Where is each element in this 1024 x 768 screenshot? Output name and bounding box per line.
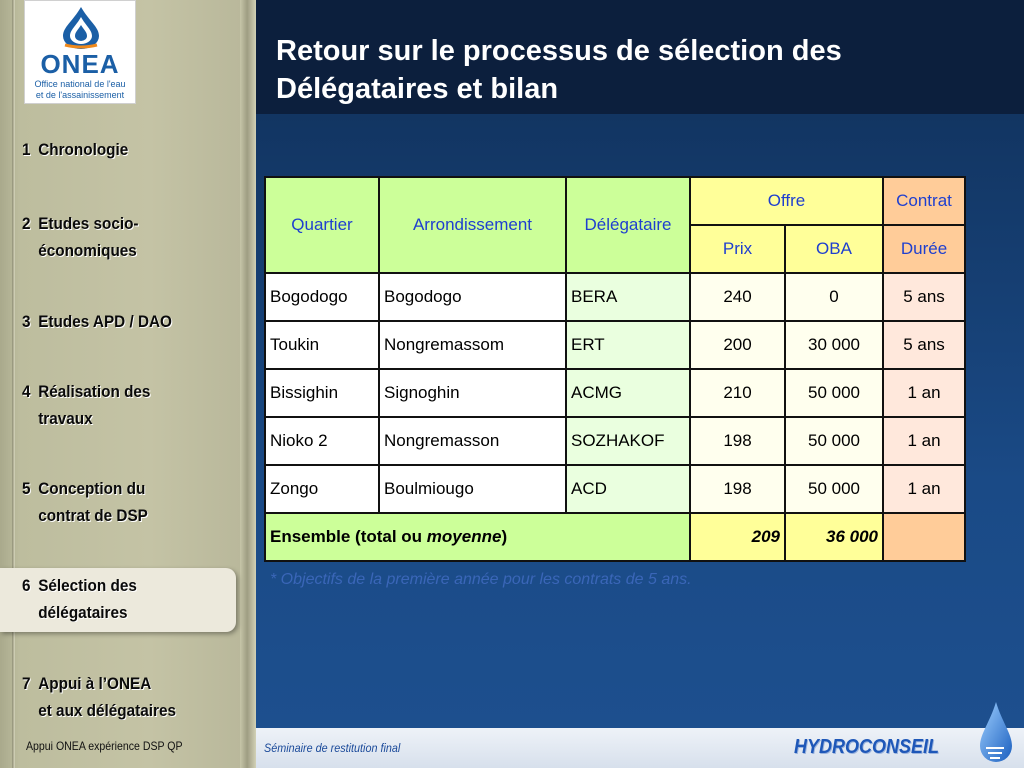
- table-row: [265, 321, 965, 369]
- hydroconseil-logo: HYDROCONSEIL: [794, 736, 940, 758]
- total-duree-empty: [883, 513, 965, 561]
- nav-item-number: 3: [22, 312, 31, 331]
- footer-seminar-text: Séminaire de restitution final: [264, 741, 401, 755]
- cell-prix: 210: [690, 369, 785, 417]
- cell-arrondissement: Bogodogo: [379, 273, 566, 321]
- logo-subtitle-2: et de l'assainissement: [35, 90, 125, 100]
- water-drop-logo-icon: [49, 5, 113, 51]
- cell-delegataire: SOZHAKOF: [566, 417, 690, 465]
- cell-duree: 1 an: [883, 369, 965, 417]
- nav-item-label-2: travaux: [38, 409, 93, 428]
- delegataires-table: [264, 176, 966, 562]
- header-delegataire: Délégataire: [566, 177, 690, 273]
- nav-item-number: 4: [22, 382, 31, 401]
- logo-subtitle-1: Office national de l'eau: [34, 79, 126, 89]
- total-label: [265, 513, 690, 561]
- nav-item-label: Chronologie: [38, 140, 129, 159]
- header-prix: Prix: [690, 225, 785, 273]
- cell-oba: 30 000: [785, 321, 883, 369]
- header-duree: Durée: [883, 225, 965, 273]
- cell-quartier: Zongo: [265, 465, 379, 513]
- cell-duree: 1 an: [883, 417, 965, 465]
- cell-duree: 5 ans: [883, 273, 965, 321]
- cell-prix: 198: [690, 465, 785, 513]
- header-contrat: Contrat: [883, 177, 965, 225]
- cell-delegataire: ERT: [566, 321, 690, 369]
- nav-item-appui[interactable]: [22, 670, 216, 724]
- table-row: [265, 273, 965, 321]
- nav-item-number: 6: [22, 576, 31, 595]
- footer-left-text: Appui ONEA expérience DSP QP: [26, 739, 183, 753]
- nav-item-label: Conception du: [38, 479, 146, 498]
- cell-quartier: Bogodogo: [265, 273, 379, 321]
- nav-item-label-2: économiques: [38, 241, 137, 260]
- cell-quartier: Nioko 2: [265, 417, 379, 465]
- nav-item-etudes-apd[interactable]: [22, 308, 216, 335]
- table-row: [265, 369, 965, 417]
- header-quartier: Quartier: [265, 177, 379, 273]
- cell-quartier: Bissighin: [265, 369, 379, 417]
- cell-arrondissement: Boulmiougo: [379, 465, 566, 513]
- nav-item-selection[interactable]: [22, 572, 216, 626]
- nav-item-label: Appui à l’ONEA: [38, 674, 152, 693]
- page-title-line-1: Retour sur le processus de sélection des: [276, 35, 842, 67]
- cell-arrondissement: Nongremasson: [379, 417, 566, 465]
- page-title-line-2: Délégataires et bilan: [276, 73, 559, 105]
- sidebar-edge: [240, 0, 256, 768]
- cell-delegataire: ACD: [566, 465, 690, 513]
- header-oba: OBA: [785, 225, 883, 273]
- nav-item-label-2: et aux délégataires: [38, 701, 176, 720]
- nav-item-number: 2: [22, 214, 31, 233]
- nav-item-label: Etudes APD / DAO: [38, 312, 172, 331]
- onea-logo: [24, 0, 136, 104]
- cell-oba: 50 000: [785, 369, 883, 417]
- nav-item-chronologie[interactable]: [22, 136, 216, 163]
- table-total-row: [265, 513, 965, 561]
- total-label-prefix: Ensemble (total ou: [270, 527, 427, 546]
- nav-item-label: Sélection des: [38, 576, 137, 595]
- nav-item-number: 7: [22, 674, 31, 693]
- cell-prix: 200: [690, 321, 785, 369]
- nav-item-number: 1: [22, 140, 31, 159]
- nav-item-label-2: délégataires: [38, 603, 128, 622]
- water-drop-icon: [976, 700, 1016, 766]
- cell-duree: 1 an: [883, 465, 965, 513]
- cell-prix: 240: [690, 273, 785, 321]
- cell-oba: 0: [785, 273, 883, 321]
- table-row: [265, 465, 965, 513]
- page-title: [276, 32, 996, 108]
- total-prix: 209: [690, 513, 785, 561]
- cell-oba: 50 000: [785, 465, 883, 513]
- header-offre: Offre: [690, 177, 883, 225]
- table-footnote: * Objectifs de la première année pour les contrats de 5 ans.: [270, 571, 692, 588]
- nav-item-conception[interactable]: [22, 475, 216, 529]
- sidebar-decor-line: [12, 0, 15, 768]
- cell-arrondissement: Nongremassom: [379, 321, 566, 369]
- nav-item-realisation[interactable]: [22, 378, 216, 432]
- cell-oba: 50 000: [785, 417, 883, 465]
- table-row: [265, 417, 965, 465]
- total-oba: 36 000: [785, 513, 883, 561]
- header-arrondissement: Arrondissement: [379, 177, 566, 273]
- nav-item-label: Réalisation des: [38, 382, 151, 401]
- table-header-row: [265, 177, 965, 225]
- total-label-suffix: ): [501, 527, 508, 546]
- cell-delegataire: BERA: [566, 273, 690, 321]
- cell-quartier: Toukin: [265, 321, 379, 369]
- nav-item-label-2: contrat de DSP: [38, 506, 148, 525]
- cell-prix: 198: [690, 417, 785, 465]
- cell-delegataire: ACMG: [566, 369, 690, 417]
- nav-item-etudes-socio[interactable]: [22, 210, 216, 264]
- nav-item-label: Etudes socio-: [38, 214, 139, 233]
- cell-duree: 5 ans: [883, 321, 965, 369]
- total-label-italic: moyenne: [426, 527, 502, 546]
- logo-name: ONEA: [40, 49, 120, 79]
- nav-item-number: 5: [22, 479, 31, 498]
- cell-arrondissement: Signoghin: [379, 369, 566, 417]
